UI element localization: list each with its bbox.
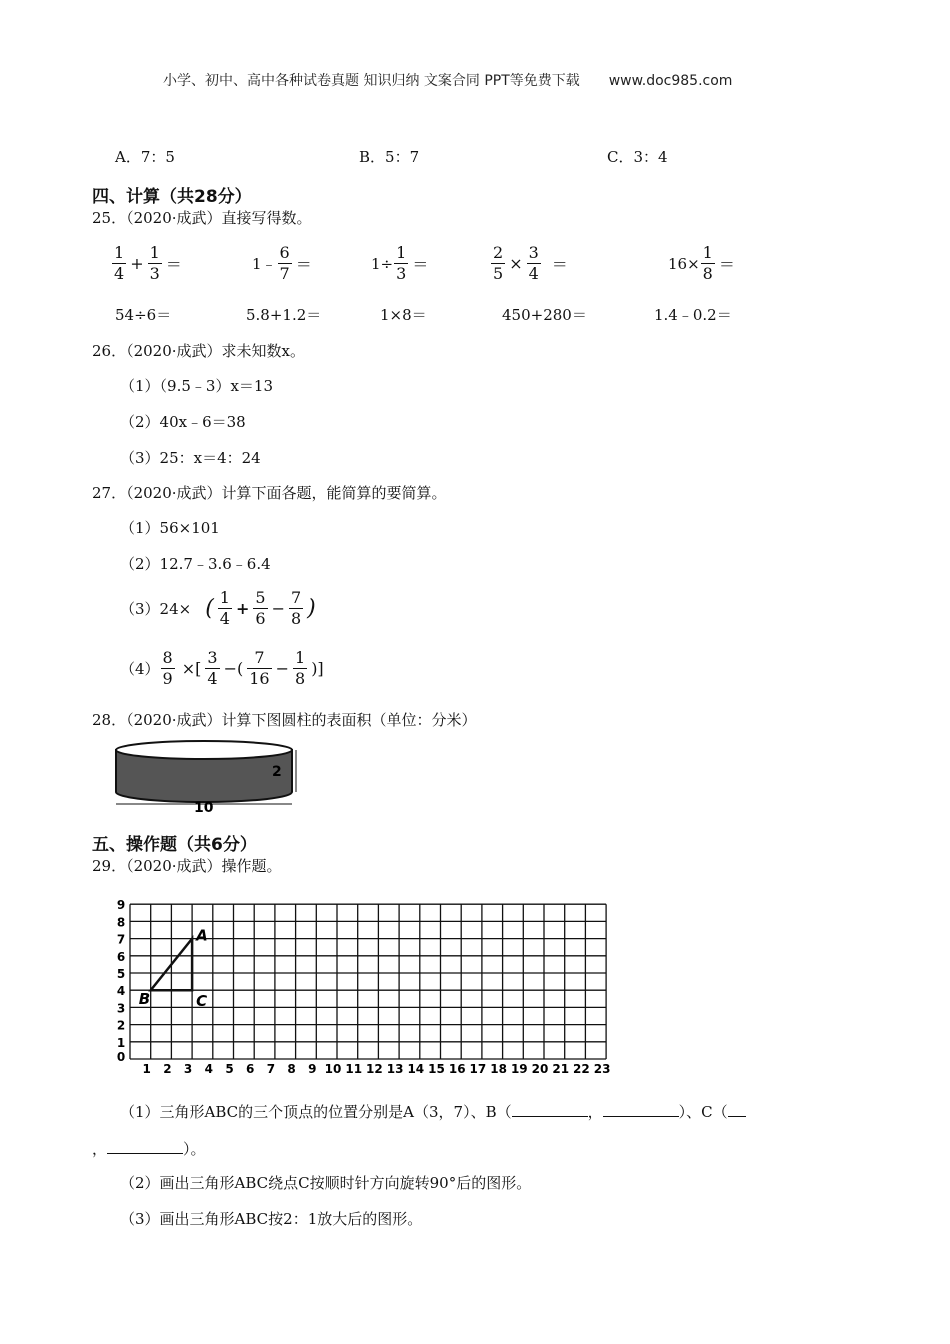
answer-blank[interactable] xyxy=(728,1102,746,1117)
answer-blank[interactable] xyxy=(107,1139,183,1154)
x-tick-label: 20 xyxy=(531,1062,549,1076)
fraction: $\frac{7}{16}$ xyxy=(249,648,270,688)
x-tick-label: 18 xyxy=(490,1062,507,1076)
q29-sub-3: （3）画出三角形ABC按2：1放大后的图形。 xyxy=(120,1210,423,1228)
fraction: $\frac{3}{4}$ xyxy=(528,243,539,283)
header-text: 小学、初中、高中各种试卷真题 知识归纳 文案合同 PPT等免费下载 xyxy=(163,73,580,89)
expr-10: 1.4﹣0.2＝ xyxy=(654,306,732,324)
width-label: 10 xyxy=(194,800,214,816)
y-tick-label: 9 xyxy=(116,898,126,913)
x-tick-label: 16 xyxy=(448,1062,466,1076)
fraction: $\frac{7}{8}$ xyxy=(290,588,302,628)
option-b: B．5：7 xyxy=(359,148,420,166)
expr-8: 1×8＝ xyxy=(380,306,427,324)
fraction: $\frac{1}{4}$ xyxy=(114,243,125,283)
question-27: 27．（2020·成武）计算下面各题，能简算的要简算。 xyxy=(92,484,447,502)
x-tick-label: 13 xyxy=(386,1062,404,1076)
x-tick-label: 14 xyxy=(407,1062,425,1076)
fraction: $\frac{1}{3}$ xyxy=(396,243,407,283)
expr-9: 450+280＝ xyxy=(502,306,587,324)
answer-blank[interactable] xyxy=(512,1102,588,1117)
q27-item-2: （2）12.7﹣3.6﹣6.4 xyxy=(120,555,271,573)
question-26: 26．（2020·成武）求未知数x。 xyxy=(92,342,305,360)
expr-7: 5.8+1.2＝ xyxy=(246,306,322,324)
y-tick-label: 3 xyxy=(116,1001,126,1016)
x-tick-label: 8 xyxy=(287,1062,296,1076)
y-tick-label: 5 xyxy=(116,967,126,981)
coordinate-grid xyxy=(110,888,620,1078)
x-tick-label: 11 xyxy=(345,1062,363,1076)
expr-1: $\frac{1}{4}$ + $\frac{1}{3}$ ＝ xyxy=(114,243,182,283)
y-tick-label: 7 xyxy=(116,932,126,947)
y-tick-label: 6 xyxy=(116,949,126,964)
section-title-5: 五、操作题（共6分） xyxy=(92,835,257,855)
q29-sub-1: （1）三角形ABC的三个顶点的位置分别是A（3，7）、B（ ， ）、C（ xyxy=(120,1101,746,1122)
point-label-c: C xyxy=(196,992,208,1011)
fraction: $\frac{3}{4}$ xyxy=(207,648,218,688)
height-label: 2 xyxy=(272,764,282,780)
x-tick-label: 12 xyxy=(366,1062,383,1076)
x-tick-label: 6 xyxy=(246,1062,255,1076)
q27-item-3: （3）24× ( $\frac{1}{4}$ + $\frac{5}{6}$ − $\frac{7}{8}$ ) xyxy=(120,588,316,628)
x-tick-label: 22 xyxy=(573,1062,590,1076)
fraction: $\frac{1}{8}$ xyxy=(702,243,713,283)
header-site: www.doc985.com xyxy=(608,73,733,89)
y-tick-label: 4 xyxy=(116,984,126,999)
x-tick-label: 5 xyxy=(225,1062,234,1076)
fraction: $\frac{8}{9}$ xyxy=(162,648,173,688)
cylinder-figure xyxy=(110,738,300,816)
q29-sub-1-cont: ， ）。 xyxy=(92,1140,206,1158)
x-tick-label: 19 xyxy=(510,1062,528,1076)
x-tick-label: 1 xyxy=(142,1062,151,1076)
section-title: 四、计算（共28分） xyxy=(92,187,252,207)
fraction: $\frac{1}{3}$ xyxy=(149,243,160,283)
question-29: 29．（2020·成武）操作题。 xyxy=(92,857,282,875)
y-tick-label: 8 xyxy=(116,915,126,930)
y-tick-label: 0 xyxy=(116,1050,126,1064)
point-label-b: B xyxy=(138,990,151,1009)
x-tick-label: 7 xyxy=(266,1062,276,1076)
q26-item-2: （2）40x﹣6＝38 xyxy=(120,413,246,431)
x-tick-label: 15 xyxy=(428,1062,445,1076)
x-tick-label: 10 xyxy=(324,1062,342,1076)
y-tick-label: 2 xyxy=(116,1018,126,1033)
answer-blank[interactable] xyxy=(603,1102,679,1117)
cylinder-top xyxy=(116,741,292,759)
fraction: $\frac{2}{5}$ xyxy=(493,243,504,283)
x-tick-label: 9 xyxy=(308,1062,317,1076)
option-c: C．3：4 xyxy=(607,148,668,166)
expr-3: 1÷ $\frac{1}{3}$ ＝ xyxy=(371,243,429,283)
y-axis-labels xyxy=(117,898,125,1064)
expr-2: 1﹣ $\frac{6}{7}$ ＝ xyxy=(252,243,312,283)
expr-4: $\frac{2}{5}$ × $\frac{3}{4}$ ＝ xyxy=(493,243,568,283)
page-header xyxy=(163,70,732,90)
x-tick-label: 2 xyxy=(163,1062,172,1076)
expr-6: 54÷6＝ xyxy=(115,306,172,324)
question-28: 28．（2020·成武）计算下图圆柱的表面积（单位：分米） xyxy=(92,711,477,729)
option-a: A．7：5 xyxy=(115,148,175,166)
q26-item-1: （1）（9.5﹣3）x＝13 xyxy=(120,377,273,395)
y-tick-label: 1 xyxy=(116,1035,126,1050)
x-tick-label: 4 xyxy=(204,1062,213,1076)
fraction: $\frac{5}{6}$ xyxy=(255,588,266,628)
fraction: $\frac{1}{4}$ xyxy=(219,588,230,628)
fraction: $\frac{1}{8}$ xyxy=(295,648,306,688)
q29-sub-2: （2）画出三角形ABC绕点C按顺时针方向旋转90°后的图形。 xyxy=(120,1174,532,1192)
expr-5: 16× $\frac{1}{8}$ ＝ xyxy=(668,243,735,283)
point-label-a: A xyxy=(196,926,208,945)
x-tick-label: 3 xyxy=(183,1062,193,1076)
question-25: 25．（2020·成武）直接写得数。 xyxy=(92,209,312,227)
x-tick-label: 23 xyxy=(593,1062,611,1076)
q27-item-1: （1）56×101 xyxy=(120,519,220,537)
x-axis-labels xyxy=(143,1062,611,1076)
x-tick-label: 17 xyxy=(469,1062,487,1076)
fraction: $\frac{6}{7}$ xyxy=(279,243,290,283)
x-tick-label: 21 xyxy=(552,1062,570,1076)
q26-item-3: （3）25：x＝4：24 xyxy=(120,449,261,467)
q27-item-4: （4） $\frac{8}{9}$ ×[ $\frac{3}{4}$ −( $\frac{7}{16}$ − $\frac{1}{8}$ )] xyxy=(120,648,324,688)
